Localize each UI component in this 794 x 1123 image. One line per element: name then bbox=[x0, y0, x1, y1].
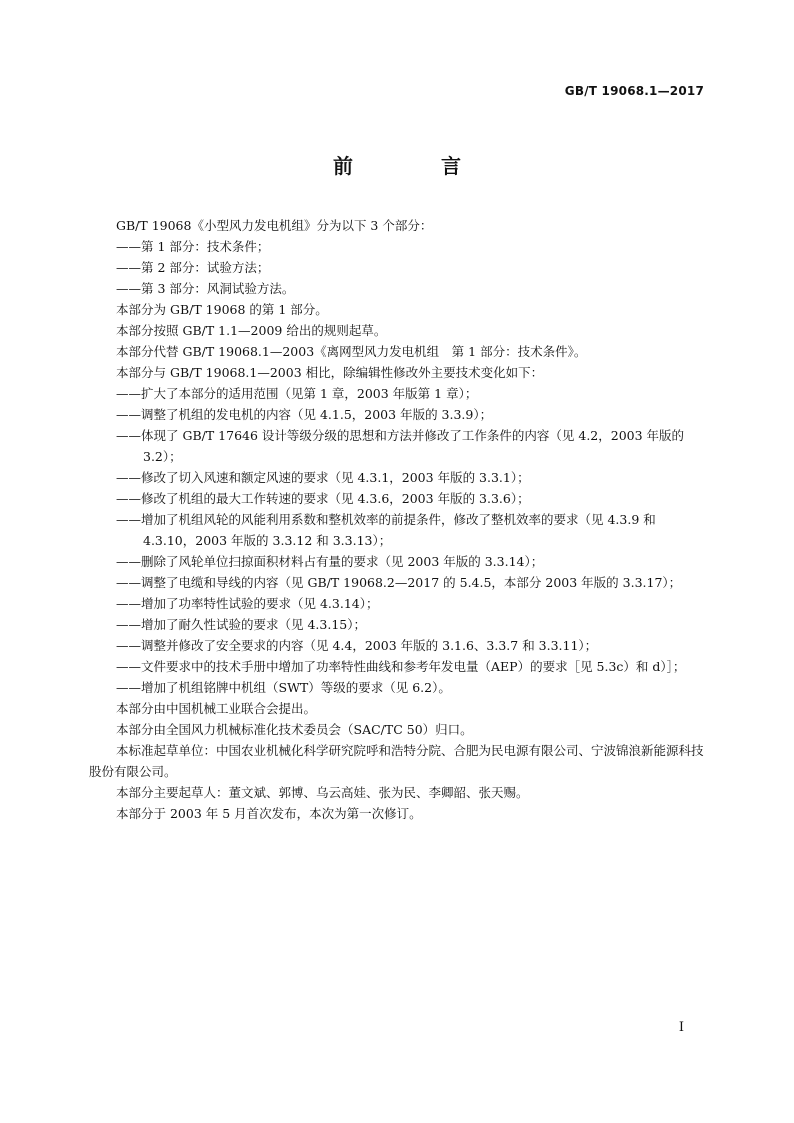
list-item: ——调整了电缆和导线的内容（见 GB/T 19068.2—2017 的 5.4.5，本部分 2003 年版的 3.3.17）； bbox=[116, 575, 682, 590]
list-item: ——删除了风轮单位扫掠面积材料占有量的要求（见 2003 年版的 3.3.14）； bbox=[116, 554, 544, 569]
paragraph: 本部分为 GB/T 19068 的第 1 部分。 bbox=[116, 302, 328, 317]
list-item: ——第 1 部分：技术条件； bbox=[116, 239, 270, 254]
list-item: ——扩大了本部分的适用范围（见第 1 章，2003 年版第 1 章）； bbox=[116, 386, 478, 401]
list-item: ——增加了机组风轮的风能利用系数和整机效率的前提条件，修改了整机效率的要求（见 4.3.9 和 4.3.10，2003 年版的 3.3.12 和 3.3.13）； bbox=[116, 512, 656, 548]
paragraph: 本部分由中国机械工业联合会提出。 bbox=[116, 701, 317, 716]
page-number: I bbox=[678, 1020, 684, 1035]
standard-code: GB/T 19068.1—2017 bbox=[564, 84, 704, 98]
paragraph: 本部分于 2003 年 5 月首次发布，本次为第一次修订。 bbox=[116, 806, 422, 821]
paragraph: 本部分由全国风力机械标准化技术委员会（SAC/TC 50）归口。 bbox=[116, 722, 473, 737]
list-item: ——体现了 GB/T 17646 设计等级分级的思想和方法并修改了工作条件的内容（见 4.2，2003 年版的 3.2）； bbox=[116, 428, 685, 464]
paragraph: 本部分与 GB/T 19068.1—2003 相比，除编辑性修改外主要技术变化如下： bbox=[116, 365, 544, 380]
list-item: ——增加了功率特性试验的要求（见 4.3.14）； bbox=[116, 596, 379, 611]
list-item: ——调整了机组的发电机的内容（见 4.1.5，2003 年版的 3.3.9）； bbox=[116, 407, 493, 422]
list-item: ——增加了机组铭牌中机组（SWT）等级的要求（见 6.2）。 bbox=[116, 680, 451, 695]
paragraph: 本部分主要起草人：董文斌、郭博、乌云高娃、张为民、李卿韶、张天赐。 bbox=[116, 785, 529, 800]
paragraph: 本部分按照 GB/T 1.1—2009 给出的规则起草。 bbox=[116, 323, 387, 338]
paragraph: GB/T 19068《小型风力发电机组》分为以下 3 个部分： bbox=[116, 218, 433, 233]
list-item: ——修改了切入风速和额定风速的要求（见 4.3.1，2003 年版的 3.3.1）； bbox=[116, 470, 530, 485]
foreword-body bbox=[89, 215, 705, 824]
list-item: ——第 3 部分：风洞试验方法。 bbox=[116, 281, 295, 296]
paragraph: 本标准起草单位：中国农业机械化科学研究院呼和浩特分院、合肥为民电源有限公司、宁波锦浪新能源科技股份有限公司。 bbox=[89, 743, 704, 779]
page-title: 前 言 bbox=[333, 154, 495, 178]
list-item: ——文件要求中的技术手册中增加了功率特性曲线和参考年发电量（AEP）的要求［见 5.3c）和 d）］； bbox=[116, 659, 686, 674]
list-item: ——增加了耐久性试验的要求（见 4.3.15）； bbox=[116, 617, 366, 632]
list-item: ——修改了机组的最大工作转速的要求（见 4.3.6，2003 年版的 3.3.6）； bbox=[116, 491, 530, 506]
paragraph: 本部分代替 GB/T 19068.1—2003《离网型风力发电机组 第 1 部分：技术条件》。 bbox=[116, 344, 587, 359]
list-item: ——第 2 部分：试验方法； bbox=[116, 260, 270, 275]
list-item: ——调整并修改了安全要求的内容（见 4.4，2003 年版的 3.1.6、3.3.7 和 3.3.11）； bbox=[116, 638, 598, 653]
